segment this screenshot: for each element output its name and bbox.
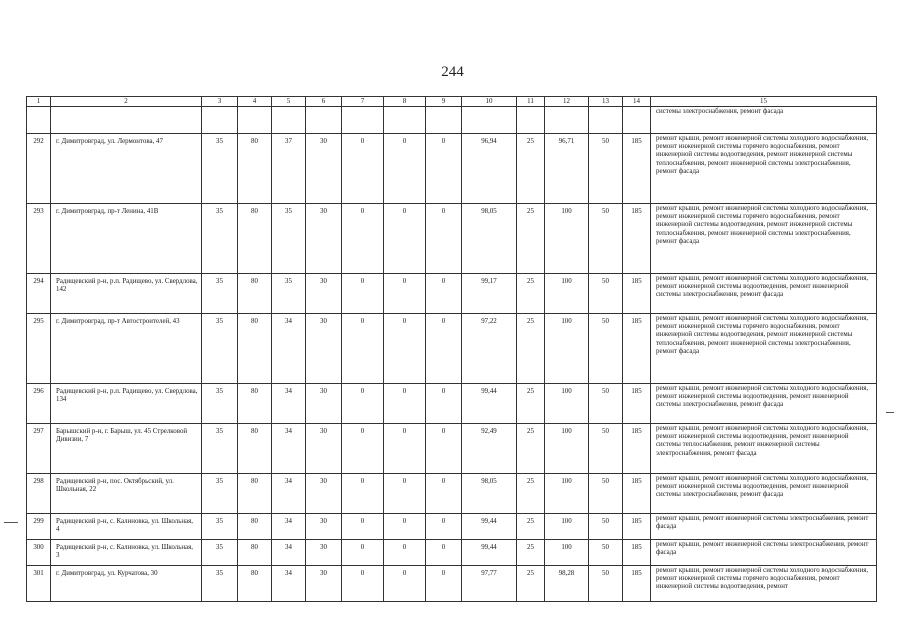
value-cell-c4: 80 xyxy=(238,273,272,313)
value-cell-c11: 25 xyxy=(517,203,545,273)
value-cell-c11: 25 xyxy=(517,423,545,473)
continuation-row xyxy=(27,106,877,133)
column-header-9: 9 xyxy=(426,97,462,107)
value-cell-c3: 35 xyxy=(202,473,238,513)
column-header-7: 7 xyxy=(342,97,384,107)
address-cell: Радищевский р-н, с. Калиновка, ул. Школьная, 3 xyxy=(51,539,202,565)
value-cell-c9: 0 xyxy=(426,273,462,313)
value-cell-c13: 50 xyxy=(589,203,623,273)
value-cell-c11: 25 xyxy=(517,513,545,539)
value-cell-c9: 0 xyxy=(426,513,462,539)
value-cell-c4: 80 xyxy=(238,565,272,601)
value-cell-c14: 185 xyxy=(623,383,651,423)
value-cell-c3: 35 xyxy=(202,203,238,273)
value-cell-c4: 80 xyxy=(238,539,272,565)
value-cell-c3: 35 xyxy=(202,539,238,565)
value-cell-c14: 185 xyxy=(623,273,651,313)
value-cell-c5: 35 xyxy=(272,203,306,273)
value-cell-c10: 99,17 xyxy=(462,273,517,313)
value-cell-c9: 0 xyxy=(426,473,462,513)
row-number: 295 xyxy=(27,313,51,383)
column-header-12: 12 xyxy=(545,97,589,107)
value-cell-c8: 0 xyxy=(384,565,426,601)
value-cell-c10: 92,49 xyxy=(462,423,517,473)
value-cell-c12: 100 xyxy=(545,473,589,513)
value-cell-c13: 50 xyxy=(589,565,623,601)
column-header-8: 8 xyxy=(384,97,426,107)
address-cell: г. Димитровград, ул. Лермонтова, 47 xyxy=(51,133,202,203)
column-header-5: 5 xyxy=(272,97,306,107)
row-number: 296 xyxy=(27,383,51,423)
value-cell-c4: 80 xyxy=(238,203,272,273)
address-cell: г. Димитровград, пр-т Ленина, 41В xyxy=(51,203,202,273)
value-cell-c9: 0 xyxy=(426,383,462,423)
value-cell-c14: 185 xyxy=(623,423,651,473)
row-number: 294 xyxy=(27,273,51,313)
value-cell-c12: 100 xyxy=(545,423,589,473)
value-cell-c7: 0 xyxy=(342,313,384,383)
value-cell-c5: 35 xyxy=(272,273,306,313)
value-cell-c10: 99,44 xyxy=(462,539,517,565)
value-cell-c9: 0 xyxy=(426,423,462,473)
value-cell-c8: 0 xyxy=(384,513,426,539)
value-cell-c8: 0 xyxy=(384,133,426,203)
value-cell-c12: 100 xyxy=(545,203,589,273)
value-cell-c8: 0 xyxy=(384,313,426,383)
value-cell-c11: 25 xyxy=(517,133,545,203)
address-cell: Радищевский р-н, р.п. Радищево, ул. Свердлова, 142 xyxy=(51,273,202,313)
value-cell-c9: 0 xyxy=(426,133,462,203)
value-cell-c11: 25 xyxy=(517,383,545,423)
works-cell: ремонт крыши, ремонт инженерной системы холодного водоснабжения, ремонт инженерной системы водоотведения, ремонт инженерной системы электроснабжения, ремонт фасада xyxy=(651,383,877,423)
value-cell-c5: 34 xyxy=(272,513,306,539)
value-cell-c11: 25 xyxy=(517,565,545,601)
table-row xyxy=(27,473,877,513)
value-cell-c10: 99,44 xyxy=(462,513,517,539)
value-cell-c7: 0 xyxy=(342,133,384,203)
margin-mark xyxy=(886,412,894,413)
value-cell-c5: 34 xyxy=(272,383,306,423)
table-row xyxy=(27,513,877,539)
value-cell-c14: 185 xyxy=(623,313,651,383)
value-cell-c7: 0 xyxy=(342,273,384,313)
value-cell-c6: 30 xyxy=(306,313,342,383)
value-cell-c5: 34 xyxy=(272,313,306,383)
value-cell-c14: 185 xyxy=(623,203,651,273)
value-cell-c12: 96,71 xyxy=(545,133,589,203)
value-cell-c6: 30 xyxy=(306,513,342,539)
value-cell-c13: 50 xyxy=(589,423,623,473)
page-number: 244 xyxy=(441,64,464,80)
value-cell-c5: 34 xyxy=(272,423,306,473)
value-cell-c12: 100 xyxy=(545,313,589,383)
value-cell-c6: 30 xyxy=(306,133,342,203)
value-cell-c6: 30 xyxy=(306,423,342,473)
value-cell-c13: 50 xyxy=(589,539,623,565)
value-cell-c12: 98,28 xyxy=(545,565,589,601)
value-cell-c14: 185 xyxy=(623,565,651,601)
value-cell-c13: 50 xyxy=(589,383,623,423)
value-cell-c4: 80 xyxy=(238,313,272,383)
address-cell: Радищевский р-н, пос. Октябрьский, ул. Школьная, 22 xyxy=(51,473,202,513)
address-cell: г. Димитровград, ул. Курчатова, 30 xyxy=(51,565,202,601)
value-cell-c4: 80 xyxy=(238,423,272,473)
value-cell-c4: 80 xyxy=(238,513,272,539)
value-cell-c4: 80 xyxy=(238,473,272,513)
row-number: 299 xyxy=(27,513,51,539)
works-cell: ремонт крыши, ремонт инженерной системы холодного водоснабжения, ремонт инженерной системы горячего водоснабжения, ремонт инженерной системы водоотведения, ремонт инженерной системы теплоснабжения, ремонт инженерной системы электроснабжения, ремонт фасада xyxy=(651,313,877,383)
value-cell-c8: 0 xyxy=(384,383,426,423)
column-header-15: 15 xyxy=(651,97,877,107)
value-cell-c6: 30 xyxy=(306,539,342,565)
value-cell-c13: 50 xyxy=(589,133,623,203)
value-cell-c14: 185 xyxy=(623,473,651,513)
value-cell-c9: 0 xyxy=(426,313,462,383)
works-cell: ремонт крыши, ремонт инженерной системы холодного водоснабжения, ремонт инженерной системы горячего водоснабжения, ремонт инженерной системы водоотведения, ремонт инженерной системы теплоснабжения, ремонт инженерной системы электроснабжения, ремонт фасада xyxy=(651,133,877,203)
value-cell-c3: 35 xyxy=(202,513,238,539)
column-header-4: 4 xyxy=(238,97,272,107)
value-cell-c6: 30 xyxy=(306,273,342,313)
value-cell-c10: 99,44 xyxy=(462,383,517,423)
value-cell-c9: 0 xyxy=(426,565,462,601)
column-numbers-row xyxy=(27,97,877,107)
value-cell-c7: 0 xyxy=(342,203,384,273)
value-cell-c8: 0 xyxy=(384,473,426,513)
works-cell: ремонт крыши, ремонт инженерной системы холодного водоснабжения, ремонт инженерной системы горячего водоснабжения, ремонт инженерной системы водоотведения, ремонт xyxy=(651,565,877,601)
value-cell-c8: 0 xyxy=(384,539,426,565)
value-cell-c4: 80 xyxy=(238,133,272,203)
value-cell-c9: 0 xyxy=(426,539,462,565)
column-header-13: 13 xyxy=(589,97,623,107)
works-cell: ремонт крыши, ремонт инженерной системы холодного водоснабжения, ремонт инженерной системы водоотведения, ремонт инженерной системы электроснабжения, ремонт фасада xyxy=(651,273,877,313)
value-cell-c6: 30 xyxy=(306,565,342,601)
continuation-text: системы электроснабжения, ремонт фасада xyxy=(651,106,877,133)
value-cell-c11: 25 xyxy=(517,273,545,313)
table-row xyxy=(27,565,877,601)
value-cell-c3: 35 xyxy=(202,565,238,601)
row-number: 292 xyxy=(27,133,51,203)
column-header-6: 6 xyxy=(306,97,342,107)
row-number: 297 xyxy=(27,423,51,473)
value-cell-c5: 34 xyxy=(272,539,306,565)
row-number: 300 xyxy=(27,539,51,565)
register-table xyxy=(26,96,877,602)
table-row xyxy=(27,423,877,473)
value-cell-c13: 50 xyxy=(589,313,623,383)
table-row xyxy=(27,203,877,273)
value-cell-c3: 35 xyxy=(202,423,238,473)
value-cell-c12: 100 xyxy=(545,513,589,539)
value-cell-c11: 25 xyxy=(517,313,545,383)
value-cell-c10: 98,05 xyxy=(462,203,517,273)
value-cell-c7: 0 xyxy=(342,383,384,423)
value-cell-c11: 25 xyxy=(517,473,545,513)
row-number: 301 xyxy=(27,565,51,601)
column-header-2: 2 xyxy=(51,97,202,107)
value-cell-c10: 98,05 xyxy=(462,473,517,513)
table-row xyxy=(27,539,877,565)
value-cell-c13: 50 xyxy=(589,273,623,313)
value-cell-c3: 35 xyxy=(202,133,238,203)
value-cell-c14: 185 xyxy=(623,133,651,203)
value-cell-c5: 34 xyxy=(272,565,306,601)
value-cell-c3: 35 xyxy=(202,383,238,423)
address-cell: Радищевский р-н, р.п. Радищево, ул. Свердлова, 134 xyxy=(51,383,202,423)
works-cell: ремонт крыши, ремонт инженерной системы холодного водоснабжения, ремонт инженерной системы горячего водоснабжения, ремонт инженерной системы водоотведения, ремонт инженерной системы теплоснабжения, ремонт инженерной системы электроснабжения, ремонт фасада xyxy=(651,203,877,273)
value-cell-c14: 185 xyxy=(623,513,651,539)
value-cell-c6: 30 xyxy=(306,383,342,423)
value-cell-c12: 100 xyxy=(545,383,589,423)
value-cell-c13: 50 xyxy=(589,473,623,513)
value-cell-c8: 0 xyxy=(384,273,426,313)
value-cell-c5: 34 xyxy=(272,473,306,513)
value-cell-c9: 0 xyxy=(426,203,462,273)
table-row xyxy=(27,313,877,383)
value-cell-c5: 37 xyxy=(272,133,306,203)
value-cell-c14: 185 xyxy=(623,539,651,565)
margin-mark xyxy=(4,522,18,523)
works-cell: ремонт крыши, ремонт инженерной системы электроснабжения, ремонт фасада xyxy=(651,513,877,539)
value-cell-c12: 100 xyxy=(545,273,589,313)
value-cell-c13: 50 xyxy=(589,513,623,539)
column-header-11: 11 xyxy=(517,97,545,107)
value-cell-c11: 25 xyxy=(517,539,545,565)
value-cell-c6: 30 xyxy=(306,203,342,273)
address-cell: Барышский р-н, г. Барыш, ул. 45 Стрелковой Дивизии, 7 xyxy=(51,423,202,473)
table-row xyxy=(27,383,877,423)
value-cell-c7: 0 xyxy=(342,423,384,473)
value-cell-c7: 0 xyxy=(342,513,384,539)
address-cell: Радищевский р-н, с. Калиновка, ул. Школьная, 4 xyxy=(51,513,202,539)
value-cell-c12: 100 xyxy=(545,539,589,565)
works-cell: ремонт крыши, ремонт инженерной системы холодного водоснабжения, ремонт инженерной системы водоотведения, ремонт инженерной системы теплоснабжения, ремонт инженерной системы электроснабжения, ремонт фасада xyxy=(651,423,877,473)
value-cell-c8: 0 xyxy=(384,203,426,273)
value-cell-c10: 97,22 xyxy=(462,313,517,383)
value-cell-c6: 30 xyxy=(306,473,342,513)
column-header-1: 1 xyxy=(27,97,51,107)
works-cell: ремонт крыши, ремонт инженерной системы холодного водоснабжения, ремонт инженерной системы водоотведения, ремонт инженерной системы электроснабжения, ремонт фасада xyxy=(651,473,877,513)
column-header-10: 10 xyxy=(462,97,517,107)
value-cell-c7: 0 xyxy=(342,473,384,513)
column-header-14: 14 xyxy=(623,97,651,107)
address-cell: г. Димитровград, пр-т Автостроителей, 43 xyxy=(51,313,202,383)
value-cell-c3: 35 xyxy=(202,313,238,383)
column-header-3: 3 xyxy=(202,97,238,107)
value-cell-c4: 80 xyxy=(238,383,272,423)
table-row xyxy=(27,273,877,313)
table-row xyxy=(27,133,877,203)
works-cell: ремонт крыши, ремонт инженерной системы электроснабжения, ремонт фасада xyxy=(651,539,877,565)
value-cell-c10: 96,94 xyxy=(462,133,517,203)
value-cell-c10: 97,77 xyxy=(462,565,517,601)
value-cell-c8: 0 xyxy=(384,423,426,473)
value-cell-c3: 35 xyxy=(202,273,238,313)
row-number: 293 xyxy=(27,203,51,273)
value-cell-c7: 0 xyxy=(342,565,384,601)
row-number: 298 xyxy=(27,473,51,513)
value-cell-c7: 0 xyxy=(342,539,384,565)
